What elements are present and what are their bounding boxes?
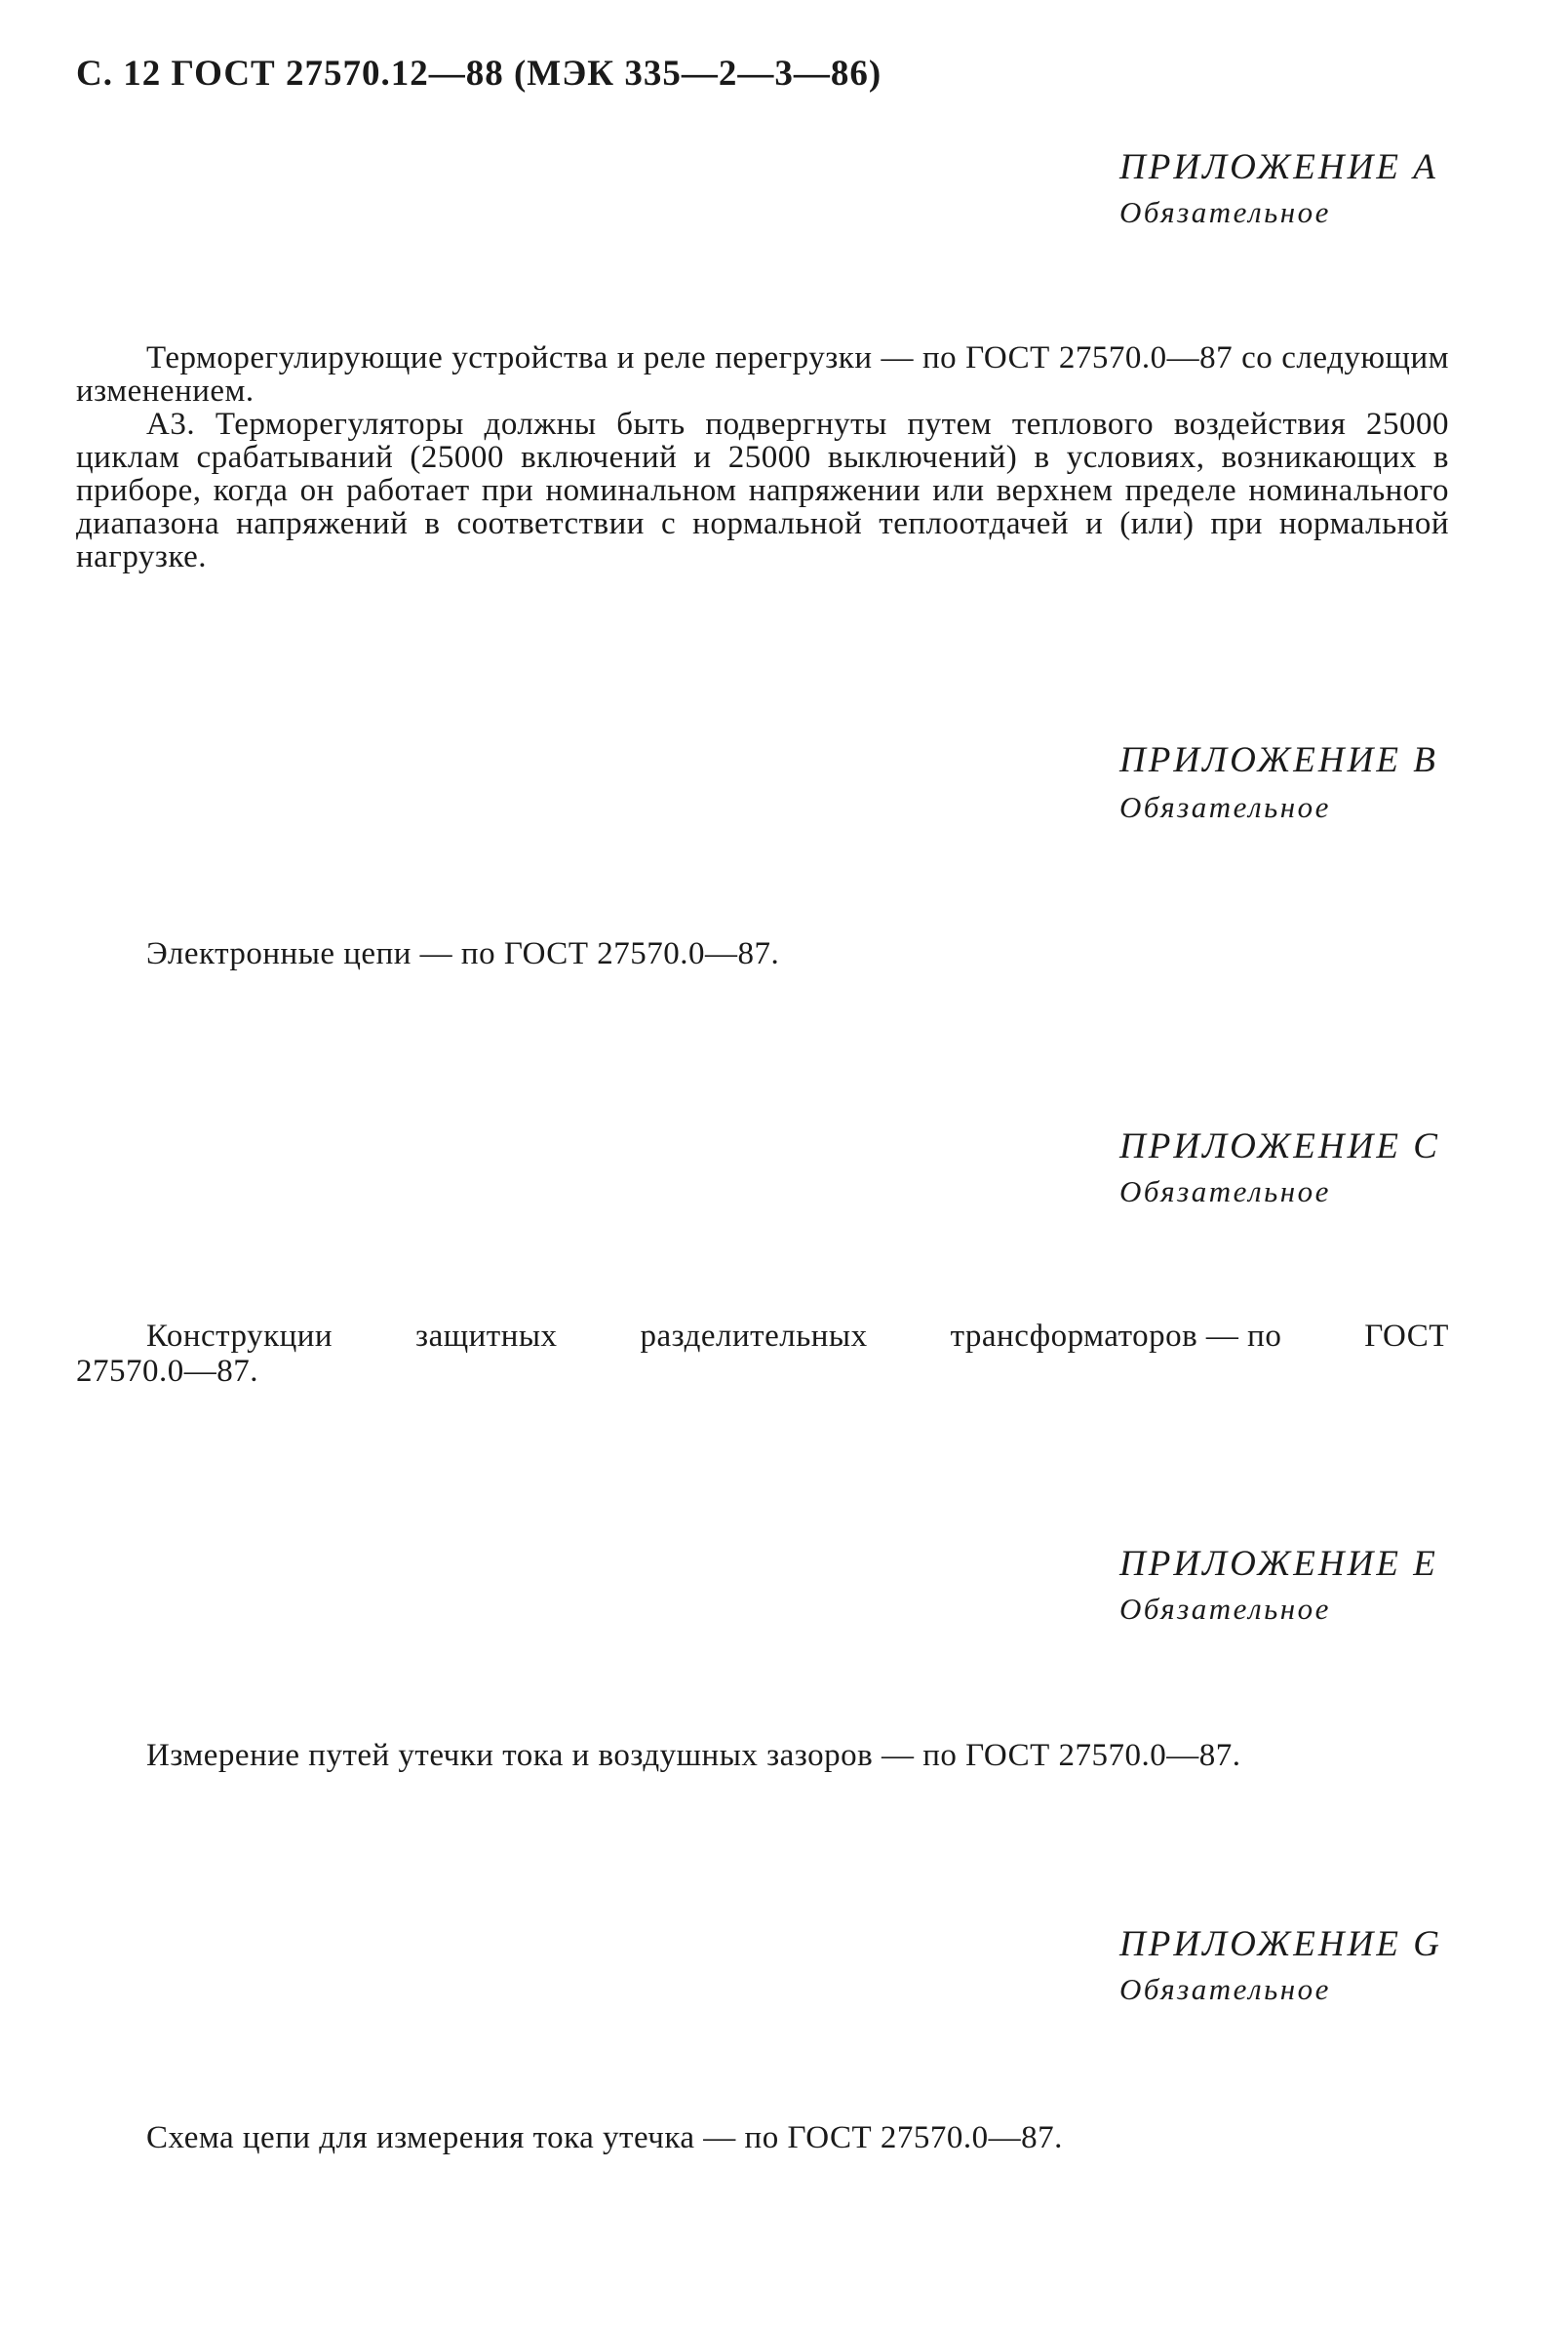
annex-c-word-2: защитных bbox=[415, 1319, 558, 1354]
annex-c-line-1 bbox=[76, 1319, 1449, 1354]
annex-g-paragraph: Схема цепи для измерения тока утечка — по ГОСТ 27570.0—87. bbox=[146, 2120, 1063, 2155]
annex-c-word-5: ГОСТ bbox=[1364, 1319, 1449, 1354]
annex-c-subtitle: Обязательное bbox=[1119, 1174, 1331, 1208]
annex-e-subtitle: Обязательное bbox=[1119, 1592, 1331, 1626]
annex-g-subtitle: Обязательное bbox=[1119, 1972, 1331, 2006]
annex-c-word-3: разделительных bbox=[640, 1319, 868, 1354]
annex-b-paragraph: Электронные цепи — по ГОСТ 27570.0—87. bbox=[146, 936, 780, 971]
annex-a-body bbox=[76, 341, 1449, 573]
annex-a-paragraph-1: Терморегулирующие устройства и реле перегрузки — по ГОСТ 27570.0—87 со следующим изменением. bbox=[76, 340, 1449, 409]
annex-c-word-4: трансформаторов — по bbox=[950, 1319, 1282, 1354]
annex-b-title: ПРИЛОЖЕНИЕ B bbox=[1119, 740, 1438, 780]
annex-a-title: ПРИЛОЖЕНИЕ A bbox=[1119, 147, 1438, 187]
annex-b-subtitle: Обязательное bbox=[1119, 790, 1331, 824]
annex-g-title: ПРИЛОЖЕНИЕ G bbox=[1119, 1924, 1442, 1964]
annex-c-word-1: Конструкции bbox=[146, 1319, 333, 1354]
annex-a-subtitle: Обязательное bbox=[1119, 195, 1331, 229]
annex-c-title: ПРИЛОЖЕНИЕ C bbox=[1119, 1126, 1440, 1166]
annex-a-paragraph-2: А3. Терморегуляторы должны быть подвергнуты путем теплового воздействия 25000 циклам срабатываний (25000 включений и 25000 выключений) в условиях, возникающих в приборе, когда он работает при номинальном напряжении или верхнем пределе номинального диапазона напряжений в соответствии с нормальной теплоотдачей и (или) при нормальной нагрузке. bbox=[76, 407, 1449, 574]
annex-e-title: ПРИЛОЖЕНИЕ E bbox=[1119, 1544, 1438, 1584]
annex-c-body bbox=[76, 1319, 1449, 1389]
annex-e-paragraph: Измерение путей утечки тока и воздушных зазоров — по ГОСТ 27570.0—87. bbox=[146, 1738, 1241, 1773]
page-header: С. 12 ГОСТ 27570.12—88 (МЭК 335—2—3—86) bbox=[76, 54, 882, 94]
annex-c-line-2: 27570.0—87. bbox=[76, 1354, 258, 1389]
